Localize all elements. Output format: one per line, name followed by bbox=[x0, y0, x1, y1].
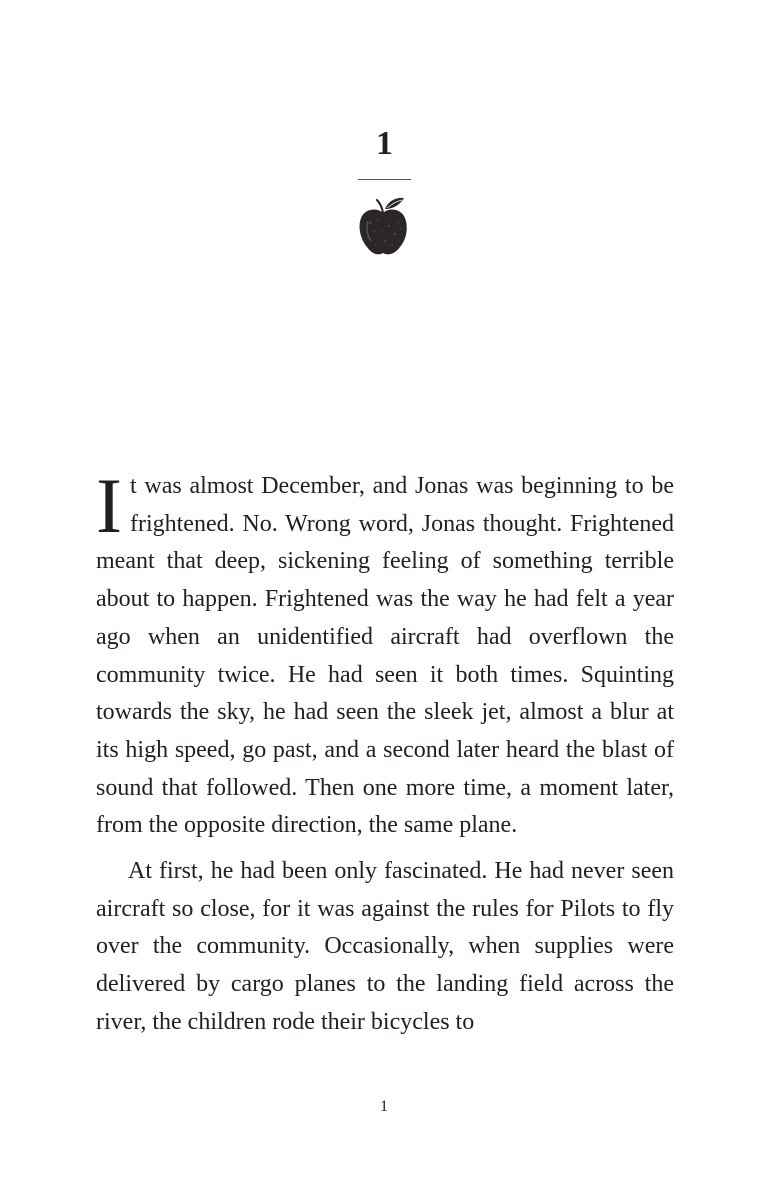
chapter-divider bbox=[358, 179, 411, 180]
chapter-number: 1 bbox=[376, 125, 393, 162]
page-number: 1 bbox=[380, 1098, 389, 1115]
apple-icon bbox=[358, 193, 410, 257]
paragraph-2: At first, he had been only fascinated. He had never seen aircraft so close, for it was against the rules for Pilots to fly over the community. Occasionally, when supplies were delivered by cargo planes to the landing field across the river, the children rode their bicycles to bbox=[96, 858, 674, 1035]
drop-cap: I bbox=[96, 462, 122, 549]
paragraph-1 bbox=[96, 462, 674, 845]
chapter-body bbox=[96, 462, 674, 1042]
paragraph-1-text: t was almost December, and Jonas was beginning to be frightened. No. Wrong word, Jonas thought. Frightened meant that deep, sickening feeling of something terrible about to happen. Frightened was the way he had felt a year ago when an unidentified aircraft had overflown the community twice. He had seen it both times. Squinting towards the sky, he had seen the sleek jet, almost a blur at its high speed, go past, and a second later heard the blast of sound that followed. Then one more time, a moment later, from the opposite direction, the same plane. bbox=[96, 473, 674, 839]
